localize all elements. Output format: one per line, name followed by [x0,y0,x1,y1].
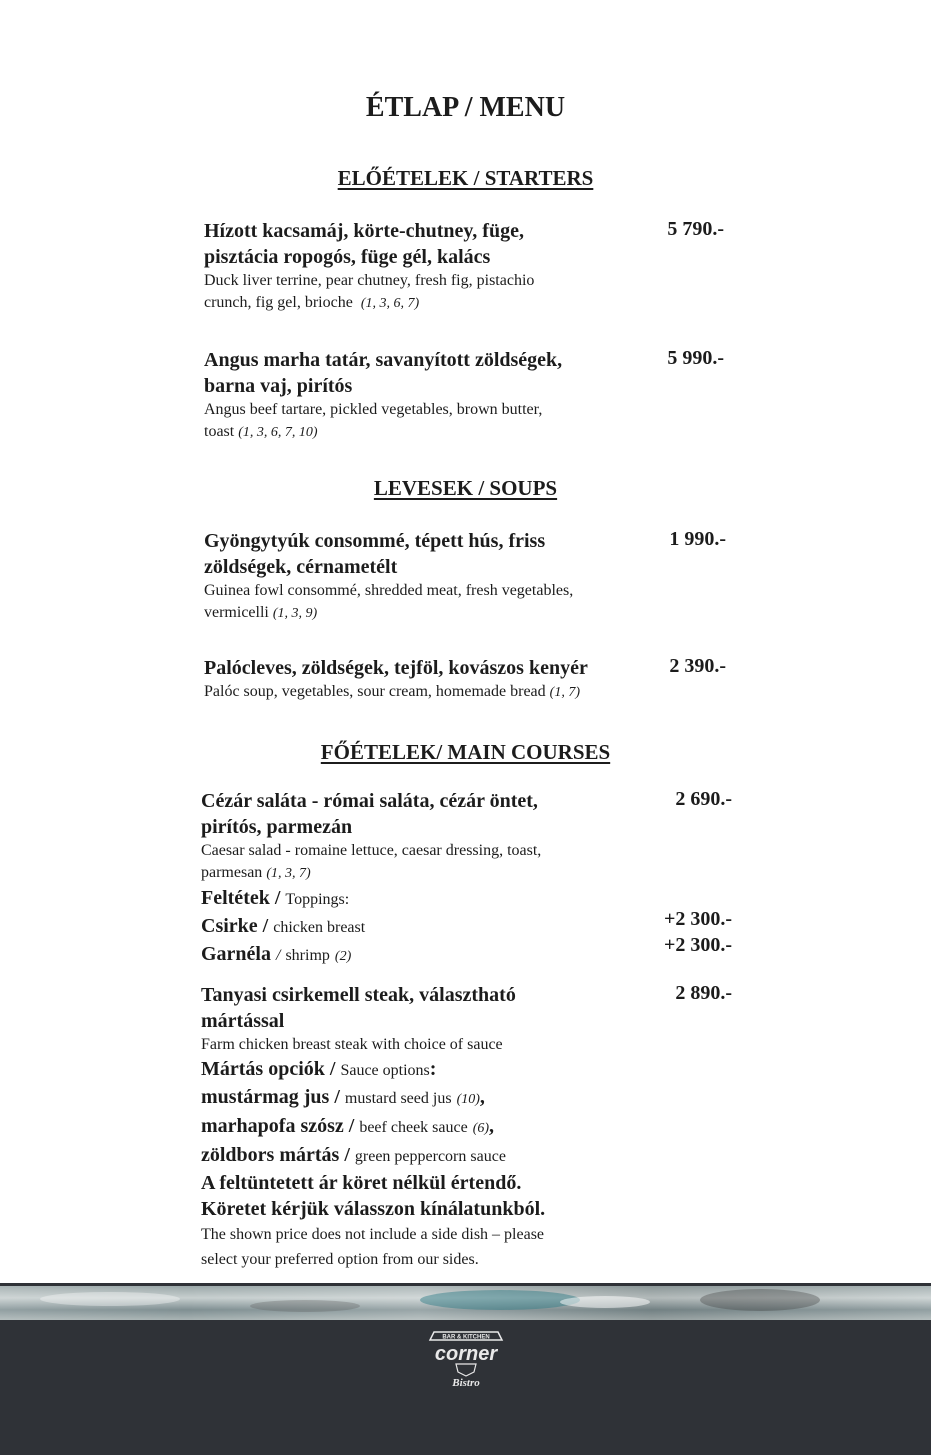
item-name-hu: Gyöngytyúk consommé, tépett hús, friss [204,530,546,552]
item-price: 1 990.- [669,528,726,550]
item-price: 2 890.- [675,982,732,1004]
toppings-heading: Feltétek / Toppings: [201,887,350,909]
note-en: The shown price does not include a side dish – please [201,1226,545,1243]
allergens: (1, 3, 7) [266,866,311,881]
note-hu: Köretet kérjük válasszon kínálatunkból. [201,1198,546,1220]
topping-row: Csirke / chicken breast [201,915,366,937]
bistro-logo [0,1326,931,1393]
item-name-hu: mártással [201,1010,285,1032]
note-en: select your preferred option from our sides. [201,1251,479,1268]
item-desc-en: Caesar salad - romaine lettuce, caesar dressing, toast, [201,842,542,859]
item-desc-en: toast (1, 3, 6, 7, 10) [204,423,318,440]
item-price: 2 390.- [669,655,726,677]
menu-item [204,528,573,625]
item-price: 5 990.- [667,347,724,369]
svg-text:corner: corner [434,1343,497,1365]
section-heading-soups: LEVESEK / SOUPS [373,476,558,500]
menu-item [201,982,516,1170]
item-name-hu: pisztácia ropogós, füge gél, kalács [204,246,491,268]
item-price: 5 790.- [667,218,724,240]
item-name-hu: Hízott kacsamáj, körte-chutney, füge, [204,220,524,242]
allergens: (1, 3, 9) [272,606,318,621]
sauce-option: marhapofa szósz / beef cheek sauce (6), [201,1115,495,1137]
item-desc-en: Farm chicken breast steak with choice of sauce [201,1036,503,1053]
item-name-hu: barna vaj, pirítós [204,375,353,397]
item-name-hu: Angus marha tatár, savanyított zöldségek, [204,349,563,371]
item-name-hu: Cézár saláta - római saláta, cézár öntet, [201,790,538,812]
item-name-hu: pirítós, parmezán [201,816,353,838]
topping-price: +2 300.- [663,908,732,930]
item-price: 2 690.- [675,788,732,810]
menu-item [201,788,541,970]
sauce-heading: Mártás opciók / Sauce options: [201,1058,437,1080]
sauce-option: mustármag jus / mustard seed jus (10), [201,1086,485,1108]
item-desc-en: Duck liver terrine, pear chutney, fresh fig, pistachio [204,272,535,289]
item-name-hu: Tanyasi csirkemell steak, választható [201,984,516,1006]
item-desc-en: crunch, fig gel, brioche (1, 3, 6, 7) [204,294,420,311]
topping-row: Garnéla / shrimp (2) [201,943,352,965]
note-hu: A feltüntetett ár köret nélkül értendő. [201,1172,522,1194]
marble-strip [0,1286,931,1320]
menu-item [204,655,588,704]
item-name-hu: Palócleves, zöldségek, tejföl, kovászos kenyér [204,657,588,679]
menu-item [204,218,534,315]
price-note [201,1170,545,1272]
menu-item [204,347,562,444]
item-desc-en: parmesan (1, 3, 7) [201,864,311,881]
topping-price: +2 300.- [663,934,732,956]
item-desc-en: vermicelli (1, 3, 9) [204,604,318,621]
allergens: (1, 3, 6, 7, 10) [238,425,318,440]
sauce-option: zöldbors mártás / green peppercorn sauce [201,1144,506,1166]
item-desc-en: Palóc soup, vegetables, sour cream, homemade bread (1, 7) [204,683,580,700]
section-heading-starters: ELŐÉTELEK / STARTERS [337,166,594,190]
allergens: (1, 3, 6, 7) [360,296,420,311]
item-desc-en: Guinea fowl consommé, shredded meat, fresh vegetables, [204,582,574,599]
section-heading-mains: FŐÉTELEK/ MAIN COURSES [320,740,611,764]
svg-text:Bistro: Bistro [451,1377,480,1388]
menu-title: ÉTLAP / MENU [365,92,566,123]
item-desc-en: Angus beef tartare, pickled vegetables, brown butter, [204,401,543,418]
svg-text:BAR & KITCHEN: BAR & KITCHEN [441,1334,490,1341]
corner-logo-icon [416,1326,516,1388]
item-name-hu: zöldségek, cérnametélt [204,556,398,578]
allergens: (1, 7) [549,685,580,700]
